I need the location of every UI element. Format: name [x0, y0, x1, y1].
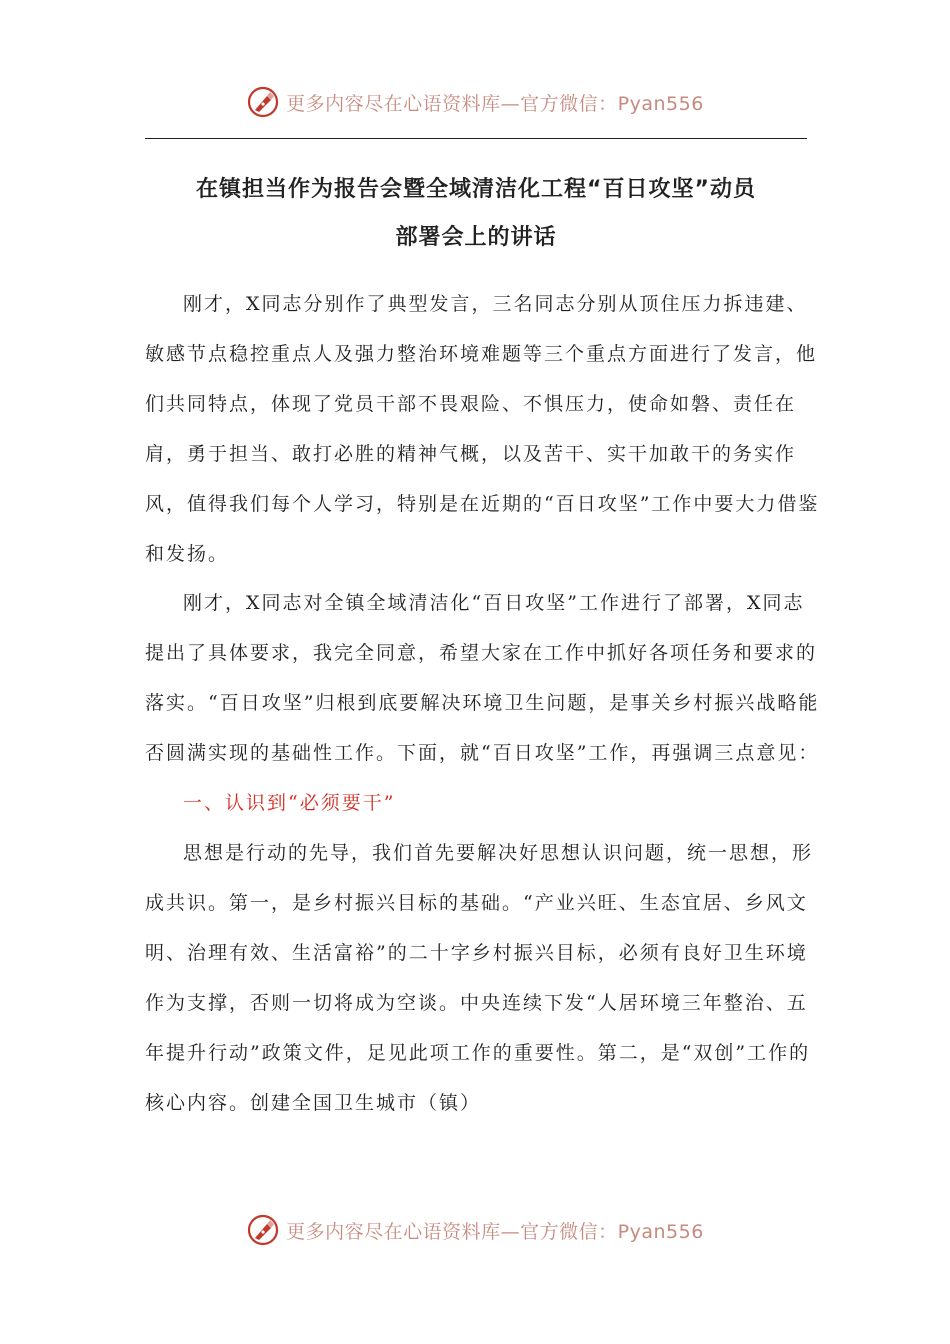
footer-banner-text: 更多内容尽在心语资料库—官方微信： [286, 1220, 618, 1243]
document-body [145, 280, 820, 1128]
footer-banner [0, 1210, 950, 1250]
paragraph-2: 刚才，X同志对全镇全域清洁化“百日攻坚”工作进行了部署，X同志提出了具体要求，我完全同意，希望大家在工作中抓好各项任务和要求的落实。“百日攻坚”归根到底要解决环境卫生问题，是事关乡村振兴战略能否圆满实现的基础性工作。下面，就“百日攻坚”工作，再强调三点意见： [145, 592, 820, 765]
page-title [145, 166, 807, 262]
footer-wechat-id: Pyan556 [617, 1220, 704, 1243]
header-banner [0, 82, 950, 122]
header-banner-text: 更多内容尽在心语资料库—官方微信： [286, 92, 618, 115]
header-wechat-id: Pyan556 [617, 92, 704, 115]
pen-nib-logo-icon [246, 1213, 280, 1247]
pen-nib-logo-icon [246, 85, 280, 119]
title-line-1: 在镇担当作为报告会暨全域清洁化工程“百日攻坚”动员 [196, 177, 756, 202]
paragraph-3: 思想是行动的先导，我们首先要解决好思想认识问题，统一思想，形成共识。第一，是乡村振兴目标的基础。“产业兴旺、生态宜居、乡风文明、治理有效、生活富裕”的二十字乡村振兴目标，必须有良好卫生环境作为支撑，否则一切将成为空谈。中央连续下发“人居环境三年整治、五年提升行动”政策文件，足见此项工作的重要性。第二，是“双创”工作的核心内容。创建全国卫生城市（镇） [145, 841, 814, 1114]
section-heading-1: 一、认识到“必须要干” [183, 792, 396, 815]
paragraph-1: 刚才，X同志分别作了典型发言，三名同志分别从顶住压力拆违建、敏感节点稳控重点人及强力整治环境难题等三个重点方面进行了发言，他们共同特点，体现了党员干部不畏艰险、不惧压力，使命如磐、责任在肩，勇于担当、敢打必胜的精神气概，以及苦干、实干加敢干的务实作风，值得我们每个人学习，特别是在近期的“百日攻坚”工作中要大力借鉴和发扬。 [145, 293, 820, 565]
title-line-2: 部署会上的讲话 [395, 225, 557, 250]
header-divider [145, 138, 807, 139]
